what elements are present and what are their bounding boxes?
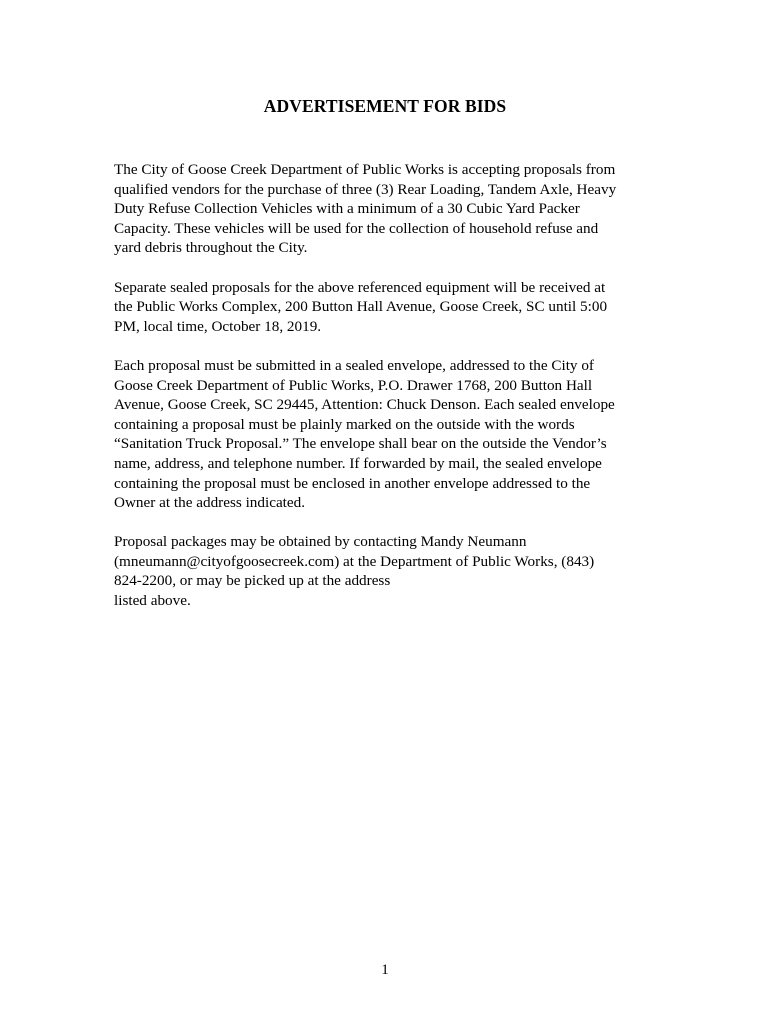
- text-line: Separate sealed proposals for the above referenced equipment will be received at: [114, 278, 606, 296]
- text-line: containing the proposal must be enclosed in another envelope addressed to the: [114, 474, 591, 492]
- paragraph-submission: [114, 356, 674, 513]
- text-line: Capacity. These vehicles will be used for the collection of household refuse and: [114, 219, 599, 237]
- text-line: name, address, and telephone number. If forwarded by mail, the sealed envelope: [114, 454, 602, 472]
- text-line: (mneumann@cityofgoosecreek.com) at the Department of Public Works, (843): [114, 552, 595, 570]
- text-line: the Public Works Complex, 200 Button Hall Avenue, Goose Creek, SC until 5:00: [114, 298, 608, 316]
- text-line: 824-2200, or may be picked up at the address: [114, 572, 391, 590]
- document-body: [114, 160, 674, 630]
- text-line: Owner at the address indicated.: [114, 494, 306, 512]
- text-line: containing a proposal must be plainly marked on the outside with the words: [114, 415, 575, 433]
- text-line: listed above.: [114, 592, 191, 610]
- text-line: Avenue, Goose Creek, SC 29445, Attention: Chuck Denson. Each sealed envelope: [114, 396, 615, 414]
- paragraph-packages: [114, 532, 674, 610]
- paragraph-intro: [114, 160, 674, 258]
- page-number: 1: [381, 962, 389, 978]
- text-line: Each proposal must be submitted in a sealed envelope, addressed to the City of: [114, 356, 594, 374]
- text-line: yard debris throughout the City.: [114, 239, 308, 257]
- text-line: Proposal packages may be obtained by contacting Mandy Neumann: [114, 533, 527, 551]
- text-line: The City of Goose Creek Department of Public Works is accepting proposals from: [114, 161, 616, 178]
- text-line: Goose Creek Department of Public Works, P.O. Drawer 1768, 200 Button Hall: [114, 376, 593, 394]
- text-line: PM, local time, October 18, 2019.: [114, 317, 322, 335]
- paragraph-deadline: [114, 278, 674, 337]
- text-line: qualified vendors for the purchase of three (3) Rear Loading, Tandem Axle, Heavy: [114, 180, 617, 198]
- text-line: Duty Refuse Collection Vehicles with a minimum of a 30 Cubic Yard Packer: [114, 200, 580, 218]
- page-title: ADVERTISEMENT FOR BIDS: [263, 96, 507, 116]
- text-line: “Sanitation Truck Proposal.” The envelope shall bear on the outside the Vendor’s: [114, 435, 607, 453]
